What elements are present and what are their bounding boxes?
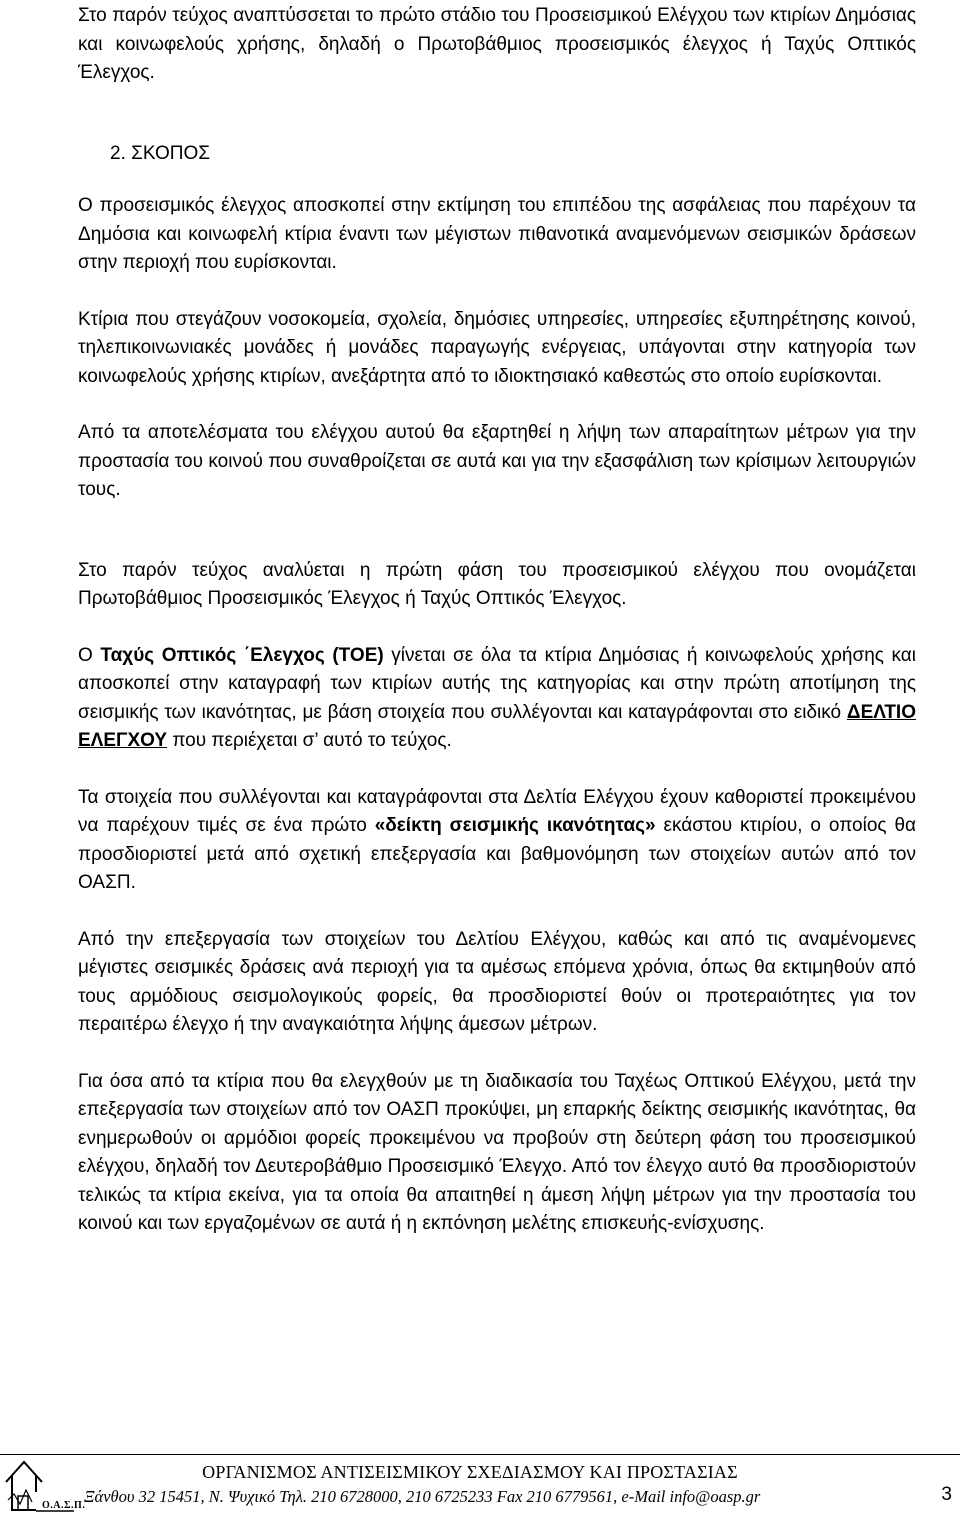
scope-paragraph-3: Από τα αποτελέσματα του ελέγχου αυτού θα εξαρτηθεί η λήψη των απαραίτητων μέτρων για την προστασία του κοινού που συναθροίζεται σε αυτά και για την εξασφάλιση των κρίσιμων λειτουργιών τους. [78,422,916,500]
p5-text-3: που περιέχεται σ’ αυτό το τεύχος. [167,730,452,751]
seismic-index-term: «δείκτη σεισμικής ικανότητας» [374,815,656,836]
p5-text-2: γίνεται σε όλα τα κτίρια Δημόσιας ή κοινωφελούς χρήσης και αποσκοπεί στην καταγραφή των κτιρίων αυτής της κατηγορίας και στην πρώτη αποτίμηση της σεισμικής των ικανότητας, με βάση στοιχεία που συλλέγονται και καταγράφονται στο ειδικό [78,644,916,723]
p6-text-1: Τα στοιχεία που συλλέγονται και καταγράφονται στα Δελτία Ελέγχου έχουν καθοριστεί προκειμένου να παρέχουν τιμές σε ένα πρώτο [78,786,916,836]
toe-term: Ταχύς Οπτικός ΄Ελεγχος (ΤΟΕ) [100,644,384,666]
footer-divider [0,1454,960,1455]
intro-paragraph: Στο παρόν τεύχος αναπτύσσεται το πρώτο στάδιο του Προσεισμικού Ελέγχου των κτιρίων Δημόσιας και κοινωφελούς χρήσης, δηλαδή ο Πρωτοβάθμιος προσεισμικός έλεγχος ή Ταχύς Οπτικός Έλεγχος. [78,5,916,83]
page-footer [0,1452,960,1515]
oasp-logo [4,1456,86,1514]
scope-paragraph-7: Από την επεξεργασία των στοιχείων του Δελτίου Ελέγχου, καθώς και από τις αναμένομενες μέγιστες σεισμικές δράσεις ανά περιοχή για τα αμέσως επόμενα χρόνια, όπως θα εκτιμηθούν από τους αρμόδιους σεισμολογικούς φορείς, θα προσδιοριστεί θούν οι προτεραιότητες για τον περαιτέρω έλεγχο ή την αναγκαιότητα λήψης άμεσων μέτρων. [78,928,916,1035]
p6-text-2: εκάστου κτιρίου, ο οποίος θα προσδιοριστεί μετά από σχετική επεξεργασία και βαθμονόμηση των στοιχείων αυτών από τον ΟΑΣΠ. [78,815,917,893]
p5-text-1: Ο [78,644,101,666]
inspection-form-term: ΔΕΛΤΙΟ ΕΛΕΓΧΟΥ [78,701,916,751]
organization-contact: Ξάνθου 32 15451, Ν. Ψυχικό Τηλ. 210 6728000, 210 6725233 Fax 210 6779561, e-Mail info@oasp.gr [84,1487,761,1506]
scope-paragraph-8: Για όσα από τα κτίρια που θα ελεγχθούν με τη διαδικασία του Ταχέως Οπτικού Ελέγχου, μετά την επεξεργασία των στοιχείων από τον ΟΑΣΠ προκύψει, μη επαρκής δείκτης σεισμικής ικανότητας, θα ενημερωθούν οι αρμόδιοι φορείς προκειμένου να προβούν στη δεύτερη φάση του προσεισμικού ελέγχου, δηλαδή τον Δευτεροβάθμιο Προσεισμικό Έλεγχο. Από τον έλεγχο αυτό θα προσδιοριστούν τελικώς τα κτίρια εκείνα, για τα οποία θα απαιτηθεί η άμεση λήψη μέτρων για την προστασία του κοινού και των εργαζομένων σε αυτά ή η εκπόνηση μελέτης επισκευής-ενίσχυσης. [78,1070,916,1234]
scope-paragraph-4: Στο παρόν τεύχος αναλύεται η πρώτη φάση του προσεισμικού ελέγχου που ονομάζεται Πρωτοβάθμιος Προσεισμικός Έλεγχος ή Ταχύς Οπτικός Έλεγχος. [78,559,916,609]
page-number: 3 [941,1484,952,1505]
scope-paragraph-6 [78,784,916,898]
scope-paragraph-2: Κτίρια που στεγάζουν νοσοκομεία, σχολεία, δημόσιες υπηρεσίες, υπηρεσίες εξυπηρέτησης κοινού, τηλεπικοινωνιακές μονάδες ή μονάδες παραγωγής ενέργειας, υπάγονται στην κατηγορία των κοινωφελούς χρήσης κτιρίων, ανεξάρτητα από το ιδιοκτησιακό καθεστώς στο οποίο ευρίσκονται. [78,308,916,387]
document-body [78,2,916,1239]
scope-paragraph-5 [78,642,916,756]
organization-name: ΟΡΓΑΝΙΣΜΟΣ ΑΝΤΙΣΕΙΣΜΙΚΟΥ ΣΧΕΔΙΑΣΜΟΥ ΚΑΙ ΠΡΟΣΤΑΣΙΑΣ [202,1462,738,1482]
section-heading: 2. ΣΚΟΠΟΣ [110,142,210,164]
logo-text: Ο.Α.Σ.Π. [42,1500,86,1511]
scope-paragraph-1: Ο προσεισμικός έλεγχος αποσκοπεί στην εκτίμηση του επιπέδου της ασφάλειας που παρέχουν τα Δημόσια και κοινωφελή κτίρια έναντι των μέγιστων πιθανοτικά αναμενόμενων σεισμικών δράσεων στην περιοχή που ευρίσκονται. [78,195,916,273]
